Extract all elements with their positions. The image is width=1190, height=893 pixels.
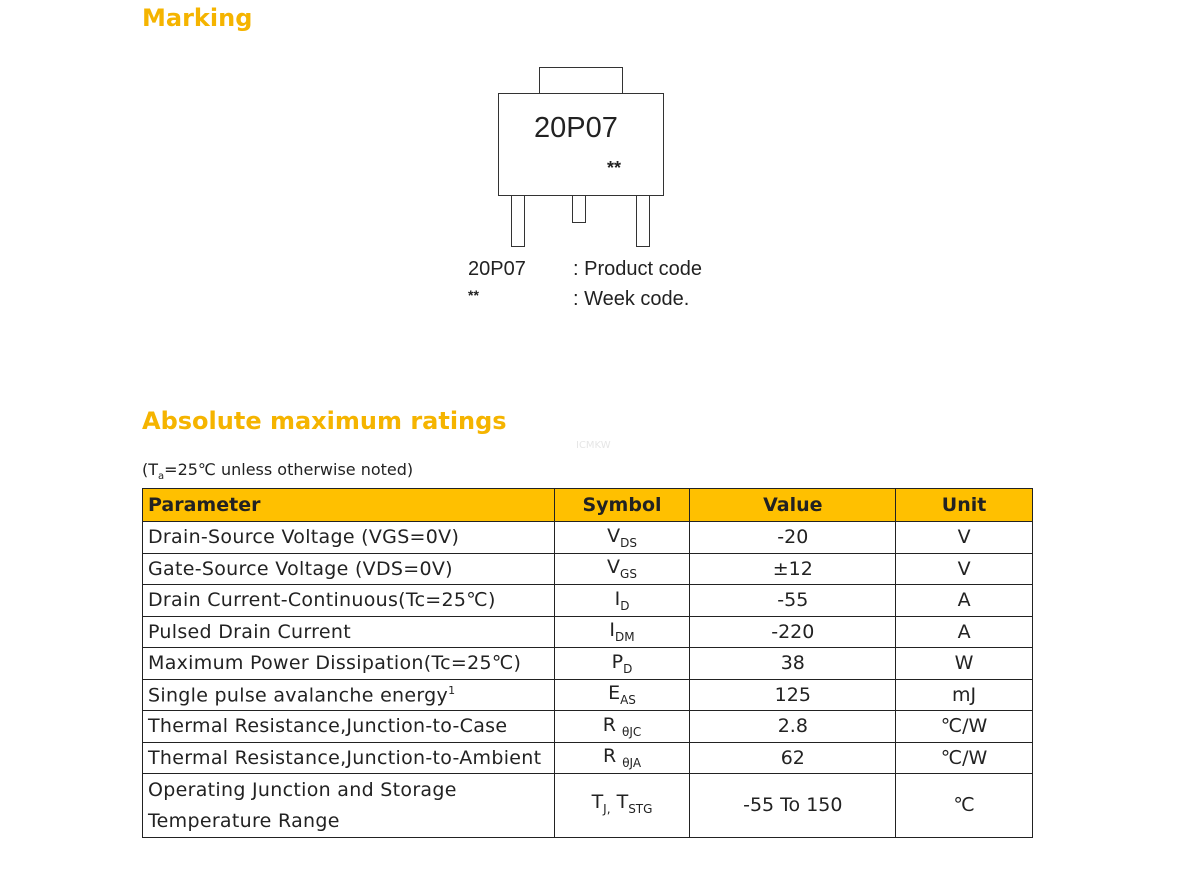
symbol-main: V [607, 524, 621, 547]
cell-symbol [554, 553, 690, 585]
table-row [143, 553, 1033, 585]
condition-prefix: (T [142, 460, 159, 479]
cell-parameter: Drain-Source Voltage (VGS=0V) [143, 522, 555, 554]
table-header-row [143, 489, 1033, 522]
cell-parameter [143, 679, 555, 711]
symbol-main: T [591, 790, 604, 813]
cell-unit: A [896, 616, 1033, 648]
ratings-table [142, 488, 1033, 838]
symbol-sub: θJA [622, 756, 642, 771]
cell-unit: A [896, 585, 1033, 617]
symbol-sub: DS [620, 535, 637, 550]
col-header-symbol: Symbol [554, 489, 690, 522]
symbol-sub: D [620, 598, 630, 613]
ratings-condition [142, 460, 413, 482]
table-row [143, 648, 1033, 680]
symbol-main: I [609, 619, 616, 642]
package-lead-1 [511, 196, 525, 247]
cell-value: -55 To 150 [690, 774, 896, 838]
legend-key-week: ** [468, 287, 479, 303]
cell-symbol [554, 648, 690, 680]
symbol-main: V [607, 556, 621, 579]
table-row [143, 679, 1033, 711]
symbol-sub: J, [603, 801, 611, 816]
symbol-sub: D [623, 661, 633, 676]
cell-value: 2.8 [690, 711, 896, 743]
table-row [143, 616, 1033, 648]
cell-unit: V [896, 553, 1033, 585]
cell-unit: W [896, 648, 1033, 680]
cell-value: ±12 [690, 553, 896, 585]
legend-key-product: 20P07 [468, 258, 526, 280]
cell-symbol [554, 616, 690, 648]
legend-value-product: : Product code [573, 258, 702, 280]
cell-parameter: Thermal Resistance,Junction-to-Case [143, 711, 555, 743]
table-row [143, 774, 1033, 838]
table-row [143, 585, 1033, 617]
cell-unit: ℃/W [896, 711, 1033, 743]
table-row [143, 522, 1033, 554]
cell-symbol [554, 711, 690, 743]
symbol-main: P [611, 650, 624, 673]
symbol-main: R [602, 713, 622, 736]
cell-parameter: Maximum Power Dissipation(Tc=25℃) [143, 648, 555, 680]
table-row [143, 711, 1033, 743]
symbol-main: E [608, 682, 621, 705]
package-marking-week: ** [607, 158, 622, 178]
condition-suffix: =25℃ unless otherwise noted) [164, 460, 414, 479]
cell-symbol [554, 522, 690, 554]
col-header-parameter: Parameter [143, 489, 555, 522]
cell-value: 38 [690, 648, 896, 680]
cell-symbol [554, 585, 690, 617]
condition-subscript: a [158, 471, 165, 483]
watermark: ICMKW [576, 440, 611, 451]
cell-unit: ℃ [896, 774, 1033, 838]
cell-parameter: Thermal Resistance,Junction-to-Ambient [143, 742, 555, 774]
col-header-unit: Unit [896, 489, 1033, 522]
footnote-marker: 1 [448, 683, 456, 697]
cell-value: 125 [690, 679, 896, 711]
symbol-sub: AS [620, 693, 636, 708]
cell-value: -20 [690, 522, 896, 554]
package-lead-2 [572, 196, 586, 223]
marking-heading: Marking [142, 4, 253, 32]
cell-parameter: Drain Current-Continuous(Tc=25℃) [143, 585, 555, 617]
cell-value: -220 [690, 616, 896, 648]
cell-value: 62 [690, 742, 896, 774]
table-row [143, 742, 1033, 774]
cell-symbol [554, 774, 690, 838]
symbol-sub: DM [615, 630, 635, 645]
col-header-value: Value [690, 489, 896, 522]
symbol-main: R [602, 745, 623, 768]
cell-symbol [554, 679, 690, 711]
cell-unit: V [896, 522, 1033, 554]
cell-unit: ℃/W [896, 742, 1033, 774]
symbol-main-2: T [610, 790, 629, 813]
cell-parameter: Pulsed Drain Current [143, 616, 555, 648]
cell-unit: mJ [896, 679, 1033, 711]
package-tab [539, 67, 623, 94]
parameter-line-1: Operating Junction and Storage [148, 778, 457, 801]
cell-symbol [554, 742, 690, 774]
legend-value-week: : Week code. [573, 288, 690, 310]
ratings-heading: Absolute maximum ratings [142, 407, 507, 435]
cell-value: -55 [690, 585, 896, 617]
symbol-main: I [614, 587, 621, 610]
symbol-sub: θJC [622, 724, 642, 739]
parameter-line-2: Temperature Range [148, 809, 340, 832]
cell-parameter [143, 774, 555, 838]
package-drawing [455, 60, 735, 320]
symbol-sub-2: STG [628, 801, 653, 816]
package-marking-code: 20P07 [534, 112, 618, 144]
package-lead-3 [636, 196, 650, 247]
symbol-sub: GS [620, 567, 637, 582]
cell-parameter: Gate-Source Voltage (VDS=0V) [143, 553, 555, 585]
parameter-text: Single pulse avalanche energy [148, 683, 449, 706]
